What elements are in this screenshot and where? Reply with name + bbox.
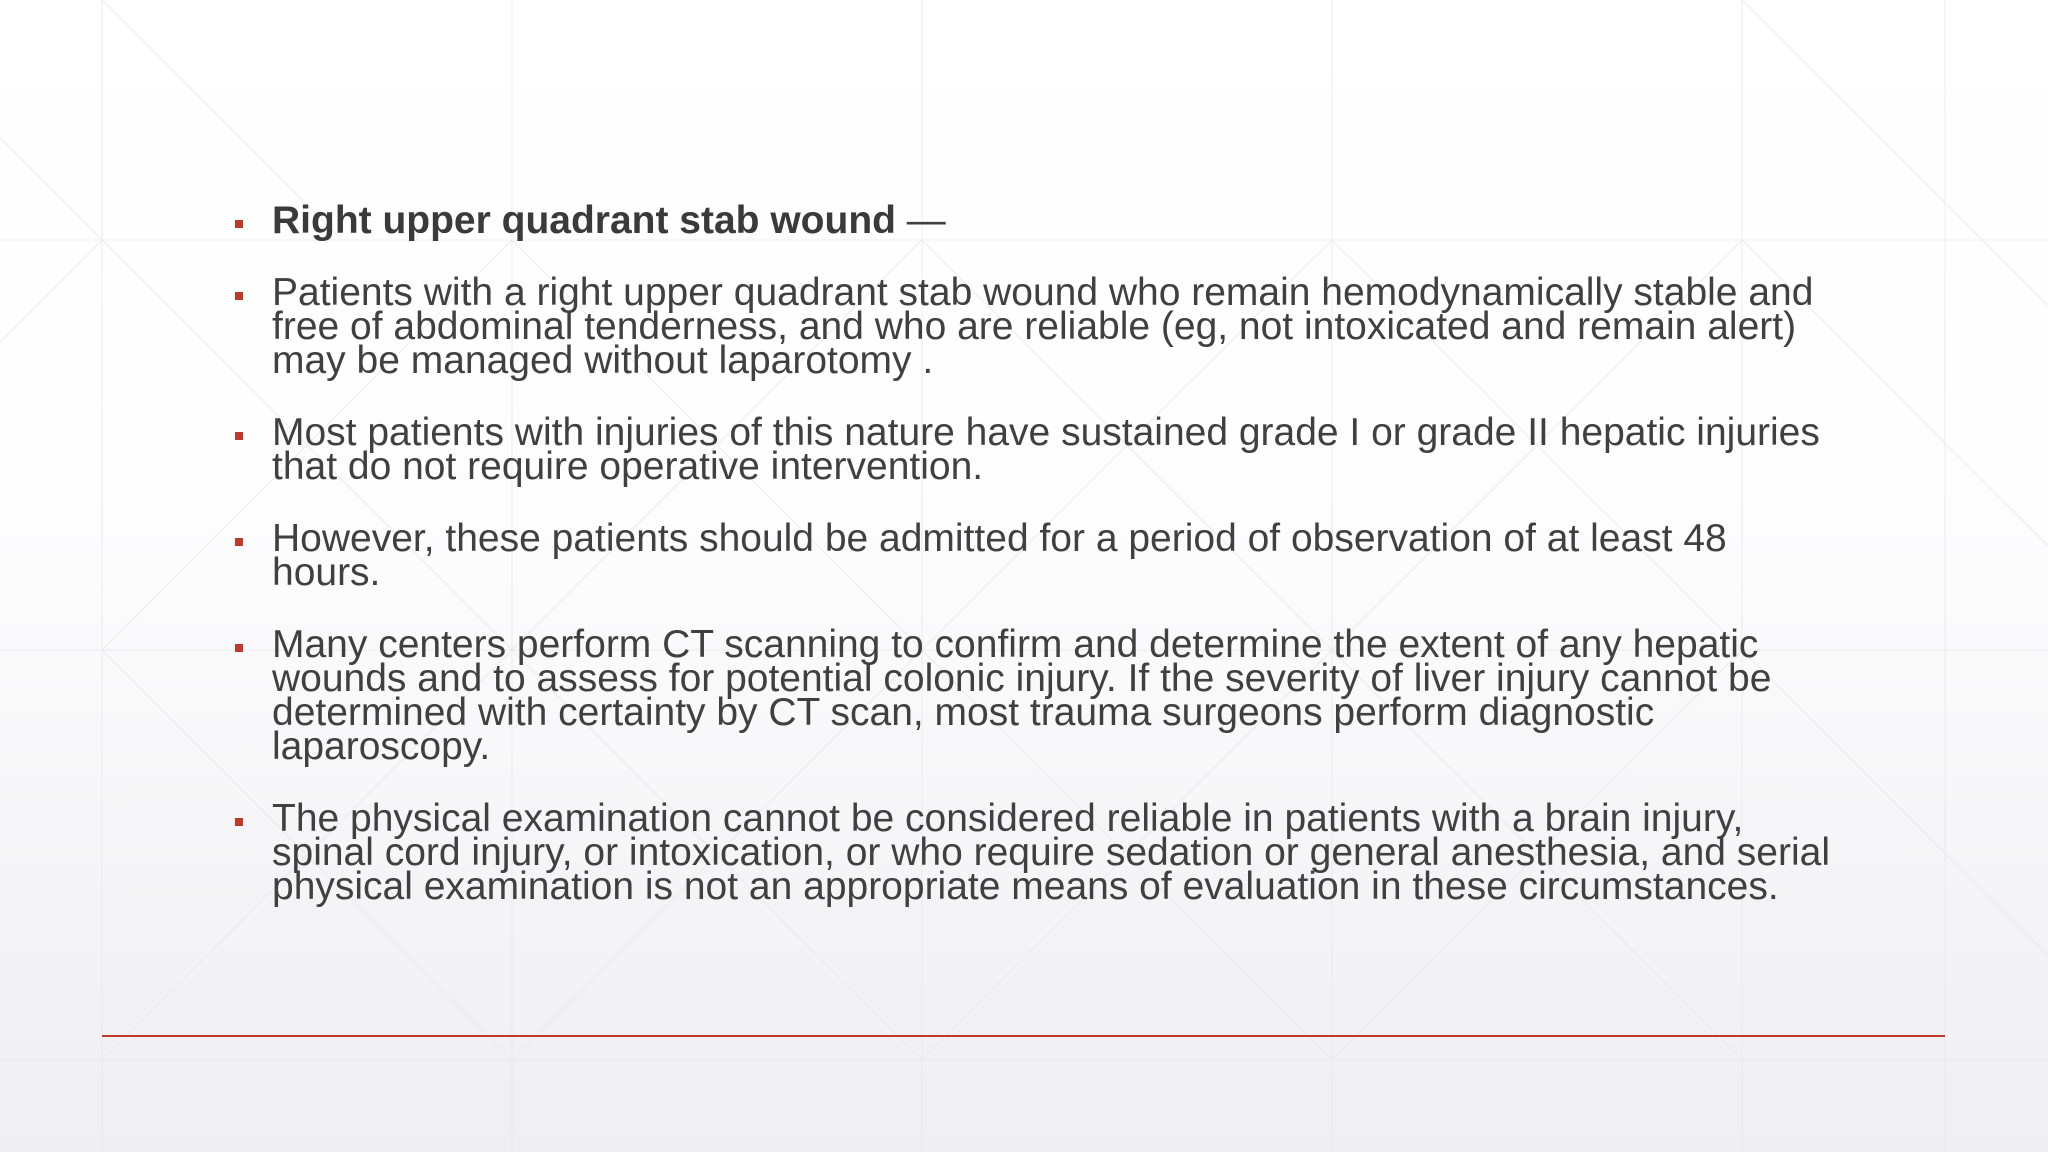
square-bullet-icon	[235, 432, 243, 440]
bullet-list	[232, 199, 1832, 908]
square-bullet-icon	[235, 644, 243, 652]
footer-divider	[102, 1035, 1945, 1037]
bullet-item	[232, 623, 1832, 768]
bullet-text: However, these patients should be admitted for a period of observation of at least 48 hours.	[272, 517, 1727, 594]
bullet-item	[232, 411, 1832, 488]
slide-content	[232, 199, 1832, 942]
bullet-text: Most patients with injuries of this nature have sustained grade I or grade II hepatic injuries that do not require operative intervention.	[272, 411, 1820, 488]
bullet-heading-text: Right upper quadrant stab wound	[272, 199, 896, 242]
bullet-item	[232, 271, 1832, 382]
bullet-item	[232, 517, 1832, 594]
bullet-text: Patients with a right upper quadrant stab wound who remain hemodynamically stable and free of abdominal tenderness, and who are reliable (eg, not intoxicated and remain alert) may be managed without laparotomy .	[272, 271, 1814, 382]
bullet-text: Many centers perform CT scanning to confirm and determine the extent of any hepatic wounds and to assess for potential colonic injury. If the severity of liver injury cannot be determined with certainty by CT scan, most trauma surgeons perform diagnostic laparoscopy.	[272, 623, 1772, 768]
square-bullet-icon	[235, 220, 243, 228]
square-bullet-icon	[235, 292, 243, 300]
bullet-heading-suffix: —	[895, 199, 946, 242]
bullet-text: The physical examination cannot be considered reliable in patients with a brain injury, spinal cord injury, or intoxication, or who require sedation or general anesthesia, and serial physical examination is not an appropriate means of evaluation in these circumstances.	[272, 797, 1830, 908]
bullet-heading	[232, 199, 1832, 242]
square-bullet-icon	[235, 818, 243, 826]
bullet-item	[232, 797, 1832, 908]
square-bullet-icon	[235, 538, 243, 546]
